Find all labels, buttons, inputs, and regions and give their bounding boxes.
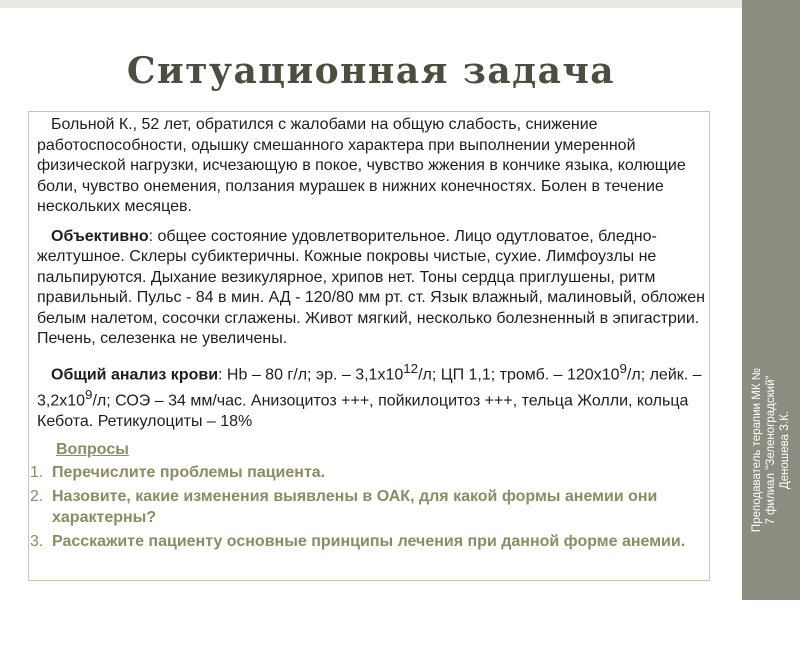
question-number: 2. [30,488,44,506]
blood-test-exponent-2: 9 [619,360,627,376]
author-note [750,250,792,650]
objective-paragraph [29,224,709,350]
questions-heading: Вопросы [56,440,129,458]
blood-test-text-1: : Hb – 80 г/л; эр. – 3,1x10 [218,365,404,383]
top-decor-band [0,0,742,8]
question-text: Назовите, какие изменения выявлены в ОАК, для какой формы анемии они характерны? [52,488,658,526]
blood-test-label: Общий анализ крови [51,365,219,383]
question-item [30,487,701,528]
objective-label: Объективно [51,227,149,245]
question-text: Расскажите пациенту основные принципы лечения при данной форме анемии. [52,533,686,551]
question-number: 1. [30,463,44,481]
blood-test-text-2: /л; ЦП 1,1; тромб. – 120x10 [418,365,620,383]
blood-test-exponent-3: 9 [85,387,93,403]
blood-test-text-3: /л; лейк. – 3,2x10 [37,365,702,410]
author-note-line: Деношева З.К. [779,410,791,490]
question-number: 3. [30,533,44,551]
task-content-box [28,111,710,581]
author-note-line: 7 филиал "Зеленоградский" [765,375,777,525]
blood-test-exponent-1: 12 [403,360,419,376]
author-note-line: Преподаватель терапии МК № [751,367,763,533]
complaints-paragraph: Больной К., 52 лет, обратился с жалобами на общую слабость, снижение работоспособности, одышку смешанного характера при выполнении умеренной физической нагрузки, исчезающую в покое, чувство жжения в кончике языка, колющие боли, чувство онемения, ползания мурашек в нижних конечностях. Болен в течение нескольких месяцев. [37,116,686,215]
blood-test-paragraph [29,356,709,433]
question-text: Перечислите проблемы пациента. [52,463,326,481]
question-item [30,463,701,484]
slide-title: Ситуационная задача [126,50,616,92]
blood-test-text-4: /л; СОЭ – 34 мм/час. Анизоцитоз +++, пойкилоцитоз +++, тельца Жолли, кольца Кебота. Ретикулоциты – 18% [37,392,689,431]
questions-list [29,463,709,553]
objective-text: : общее состояние удовлетворительное. Лицо одутловатое, бледно-желтушное. Склеры субиктеричны. Кожные покровы чистые, сухие. Лимфоузлы не пальпируются. Дыхание везикулярное, хрипов нет. Тоны сердца приглушены, ритм правильный. Пульс - 84 в мин. АД - 120/80 мм рт. ст. Язык влажный, малиновый, обложен белым налетом, сосочки сглажены. Живот мягкий, несколько болезненный в эпигастрии. Печень, селезенка не увеличены. [37,227,705,347]
question-item [30,532,701,553]
